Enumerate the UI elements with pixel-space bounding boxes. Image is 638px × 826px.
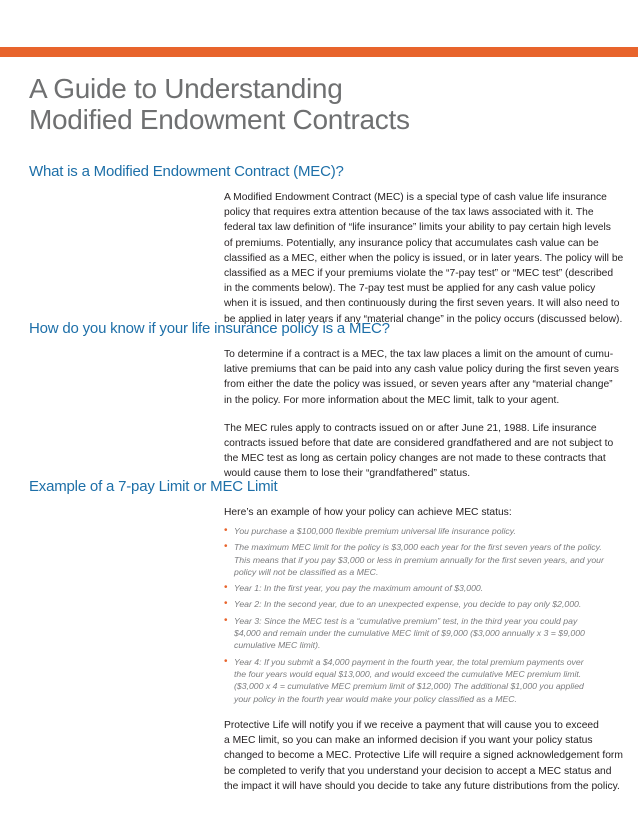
text-line: would cause them to lose their “grandfathered” status. xyxy=(224,468,471,480)
paragraph xyxy=(224,347,619,408)
bullet-icon: • xyxy=(224,614,228,626)
text-line: federal tax law definition of “life insurance” limits your ability to pay certain high levels xyxy=(224,222,611,234)
text-line: The MEC rules apply to contracts issued on or after June 21, 1988. Life insurance xyxy=(224,422,597,434)
text-line: You purchase a $100,000 flexible premium universal life insurance policy. xyxy=(234,526,516,536)
bullet-icon: • xyxy=(224,582,228,594)
bullet-icon: • xyxy=(224,655,228,667)
paragraph xyxy=(224,718,623,794)
text-line: ($3,000 x 4 = cumulative MEC premium limit of $12,000) The additional $1,000 you applied xyxy=(234,681,584,692)
text-line: cumulative MEC limit). xyxy=(234,640,321,651)
text-line: lative premiums that can be paid into any cash value policy during the first seven years xyxy=(224,364,619,376)
text-line: be applied in later years if any “material change” in the policy occurs (discussed below). xyxy=(224,313,623,325)
bullet-icon: • xyxy=(224,598,228,610)
text-line: changed to become a MEC. Protective Life will require a signed acknowledgement form xyxy=(224,750,623,762)
text-line: when it is issued, and then continuously during the first seven years. It will also need to xyxy=(224,298,620,310)
list-item xyxy=(224,525,619,537)
top-accent-bar xyxy=(0,47,638,57)
text-line: in the comments below). The 7-pay test must be applied for any cash value policy xyxy=(224,283,596,295)
paragraph: Here’s an example of how your policy can achieve MEC status: xyxy=(224,507,512,518)
title-line: Modified Endowment Contracts xyxy=(29,104,410,135)
text-line: policy will not be classified as a MEC. xyxy=(234,566,379,577)
text-line: the four years would equal $13,000, and would exceed the cumulative MEC premium limit. xyxy=(234,668,582,679)
text-line: Year 2: In the second year, due to an unexpected expense, you decide to pay only $2,000. xyxy=(234,599,582,610)
text-line: be completed to verify that you understand your decision to accept a MEC status and xyxy=(224,765,612,777)
list-item xyxy=(224,615,619,652)
section-heading-example: Example of a 7-pay Limit or MEC Limit xyxy=(29,478,278,495)
bullet-icon: • xyxy=(224,525,228,536)
section-closing-example xyxy=(224,718,623,794)
title-line: A Guide to Understanding xyxy=(29,73,343,104)
text-line: the impact it will have should you decide to take any future distributions from the policy. xyxy=(224,780,620,792)
example-bullet-list xyxy=(224,525,619,709)
text-line: a MEC limit, so you can make an informed decision if you want your policy status xyxy=(224,735,593,747)
text-line: from either the date the policy was issued, or seven years after any “material change” xyxy=(224,379,613,391)
text-line: Year 4: If you submit a $4,000 payment in the fourth year, the total premium payments over xyxy=(234,656,584,667)
text-line: $4,000 and remain under the cumulative MEC limit of $9,000 ($3,000 annually x 3 = $9,000 xyxy=(234,628,585,639)
text-line: Year 3: Since the MEC test is a “cumulative premium” test, in the third year you could pay xyxy=(234,615,578,626)
section-intro-example xyxy=(224,505,616,520)
bullet-icon: • xyxy=(224,541,228,553)
paragraph xyxy=(224,190,624,327)
text-line: classified as a MEC, either when the policy is issued, or in later years. The policy will be xyxy=(224,252,624,264)
list-item xyxy=(224,582,619,594)
section-heading-how-do-you-know: How do you know if your life insurance policy is a MEC? xyxy=(29,320,390,337)
text-line: classified as a MEC if your premiums violate the “7-pay test” or “MEC test” (described xyxy=(224,268,614,280)
text-line: Protective Life will notify you if we receive a payment that will cause you to exceed xyxy=(224,720,599,731)
paragraph xyxy=(224,421,616,482)
text-line: The maximum MEC limit for the policy is $3,000 each year for the first seven years of the policy. xyxy=(234,542,602,553)
text-line: your policy in the fourth year would make your policy classified as a MEC. xyxy=(234,693,517,704)
list-item xyxy=(224,656,619,705)
section-body-what-is-mec xyxy=(224,190,624,327)
text-line: of premiums. Potentially, any insurance policy that accumulates cash value can be xyxy=(224,237,599,249)
section-heading-what-is-mec: What is a Modified Endowment Contract (MEC)? xyxy=(29,163,344,180)
list-item xyxy=(224,541,619,578)
list-item xyxy=(224,598,619,610)
text-line: A Modified Endowment Contract (MEC) is a special type of cash value life insurance xyxy=(224,192,607,203)
text-line: contracts issued before that date are considered grandfathered and are not subject to xyxy=(224,438,614,450)
text-line: policy that requires extra attention because of the tax laws associated with it. The xyxy=(224,207,594,219)
text-line: Year 1: In the first year, you pay the maximum amount of $3,000. xyxy=(234,583,484,594)
text-line: This means that if you pay $3,000 or less in premium annually for the first seven years, and your xyxy=(234,554,604,565)
section-body-how-do-you-know xyxy=(224,347,619,482)
text-line: in the policy. For more information about the MEC limit, talk to your agent. xyxy=(224,394,560,406)
text-line: To determine if a contract is a MEC, the tax law places a limit on the amount of cumu- xyxy=(224,349,614,360)
page-title xyxy=(29,73,609,135)
text-line: the MEC test as long as certain policy changes are not made to these contracts that xyxy=(224,453,606,465)
